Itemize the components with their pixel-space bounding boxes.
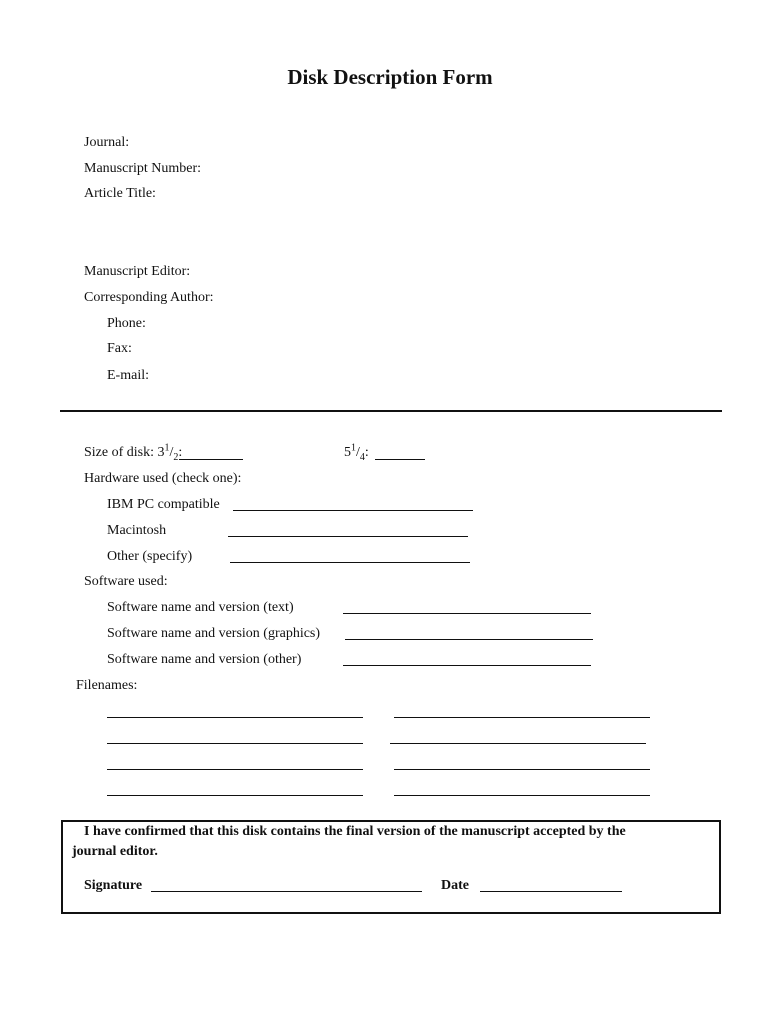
disk-size-525-colon: : xyxy=(364,445,369,460)
hardware-ibm-field[interactable] xyxy=(233,510,473,511)
manuscript-number-label: Manuscript Number: xyxy=(84,161,202,176)
fax-label: Fax: xyxy=(107,341,132,356)
filename-field-3[interactable] xyxy=(107,743,363,744)
filename-field-1[interactable] xyxy=(107,717,363,718)
software-text-field[interactable] xyxy=(343,613,591,614)
signature-label: Signature xyxy=(84,878,143,893)
date-field[interactable] xyxy=(480,891,622,892)
article-title-label: Article Title: xyxy=(84,186,156,201)
manuscript-editor-label: Manuscript Editor: xyxy=(84,264,191,279)
hardware-option-other: Other (specify) xyxy=(107,549,193,564)
filename-field-7[interactable] xyxy=(107,795,363,796)
disk-size-525-field[interactable] xyxy=(375,459,425,460)
software-label: Software used: xyxy=(84,574,168,589)
filename-field-6[interactable] xyxy=(394,769,650,770)
disk-size-525-whole: 5 xyxy=(344,445,351,460)
hardware-option-ibm: IBM PC compatible xyxy=(107,497,220,512)
confirmation-text-line1: I have confirmed that this disk contains the final version of the manuscript accepted by the xyxy=(84,824,626,839)
signature-field[interactable] xyxy=(151,891,422,892)
software-other-field[interactable] xyxy=(343,665,591,666)
filenames-label: Filenames: xyxy=(76,678,138,693)
disk-size-35-denominator: 2 xyxy=(173,451,179,463)
disk-size-label: Size of disk: 3 xyxy=(84,445,165,460)
filename-field-2[interactable] xyxy=(394,717,650,718)
disk-size-35 xyxy=(84,442,183,463)
disk-size-35-field[interactable] xyxy=(179,459,243,460)
phone-label: Phone: xyxy=(107,316,146,331)
software-graphics-field[interactable] xyxy=(345,639,593,640)
email-label: E-mail: xyxy=(107,368,149,383)
disk-size-525-denominator: 4 xyxy=(359,451,365,463)
hardware-option-mac: Macintosh xyxy=(107,523,167,538)
corresponding-author-label: Corresponding Author: xyxy=(84,290,214,305)
software-graphics-label: Software name and version (graphics) xyxy=(107,626,321,641)
disk-size-525 xyxy=(344,442,369,463)
software-text-label: Software name and version (text) xyxy=(107,600,294,615)
disk-size-35-colon: : xyxy=(178,445,183,460)
journal-label: Journal: xyxy=(84,135,130,150)
page-title: Disk Description Form xyxy=(287,65,493,89)
disk-size-525-numerator: 1 xyxy=(351,442,356,454)
hardware-other-field[interactable] xyxy=(230,562,470,563)
confirmation-text-line2: journal editor. xyxy=(72,844,158,859)
section-divider xyxy=(60,410,722,412)
disk-size-525-slash: / xyxy=(356,445,360,460)
disk-size-35-slash: / xyxy=(169,445,174,460)
hardware-label: Hardware used (check one): xyxy=(84,471,242,486)
filename-field-5[interactable] xyxy=(107,769,363,770)
date-label: Date xyxy=(441,878,469,893)
hardware-mac-field[interactable] xyxy=(228,536,468,537)
filename-field-8[interactable] xyxy=(394,795,650,796)
software-other-label: Software name and version (other) xyxy=(107,652,302,667)
disk-size-35-numerator: 1 xyxy=(164,442,170,454)
filename-field-4[interactable] xyxy=(390,743,646,744)
